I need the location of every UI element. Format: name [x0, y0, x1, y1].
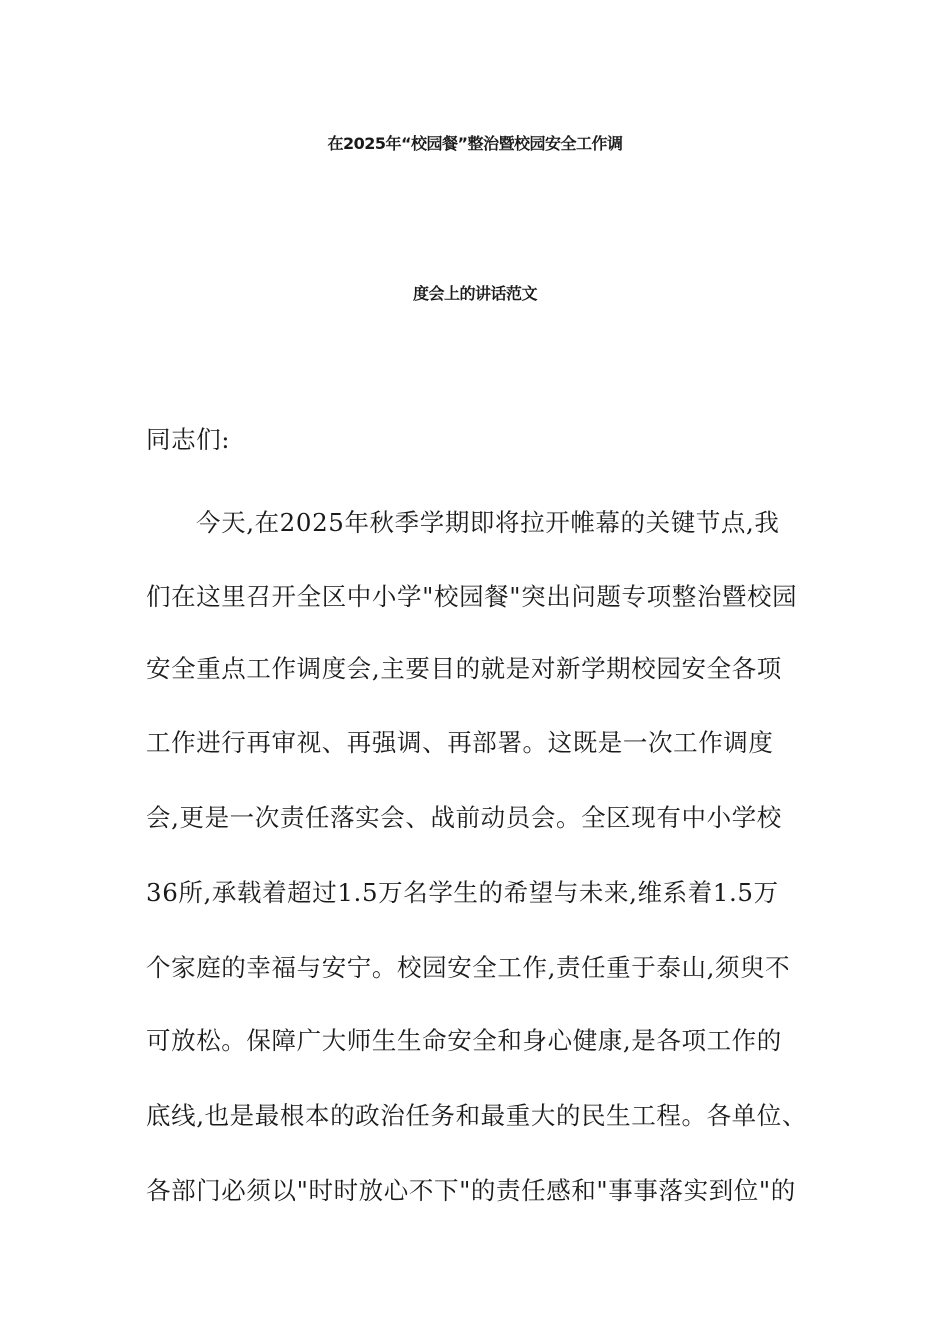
- paragraph-line: 安全重点工作调度会,主要目的就是对新学期校园安全各项: [146, 654, 782, 683]
- paragraph-line: 会,更是一次责任落实会、战前动员会。全区现有中小学校: [146, 803, 782, 832]
- paragraph-line: 36所,承载着超过1.5万名学生的希望与未来,维系着1.5万: [146, 878, 779, 907]
- paragraph-line: 可放松。保障广大师生生命安全和身心健康,是各项工作的: [146, 1026, 782, 1055]
- paragraph-line: 工作进行再审视、再强调、再部署。这既是一次工作调度: [146, 728, 774, 757]
- document-title-line-2: 度会上的讲话范文: [412, 284, 537, 303]
- paragraph-line: 各部门必须以"时时放心不下"的责任感和"事事落实到位"的: [146, 1176, 796, 1205]
- paragraph-line: 今天,在2025年秋季学期即将拉开帷幕的关键节点,我: [196, 508, 780, 537]
- paragraph-line: 们在这里召开全区中小学"校园餐"突出问题专项整治暨校园: [146, 582, 798, 611]
- paragraph-line: 底线,也是最根本的政治任务和最重大的民生工程。各单位、: [146, 1101, 807, 1130]
- salutation: 同志们:: [146, 425, 231, 454]
- paragraph-line: 个家庭的幸福与安宁。校园安全工作,责任重于泰山,须臾不: [146, 953, 791, 982]
- document-title-line-1: 在2025年“校园餐”整治暨校园安全工作调: [327, 134, 623, 153]
